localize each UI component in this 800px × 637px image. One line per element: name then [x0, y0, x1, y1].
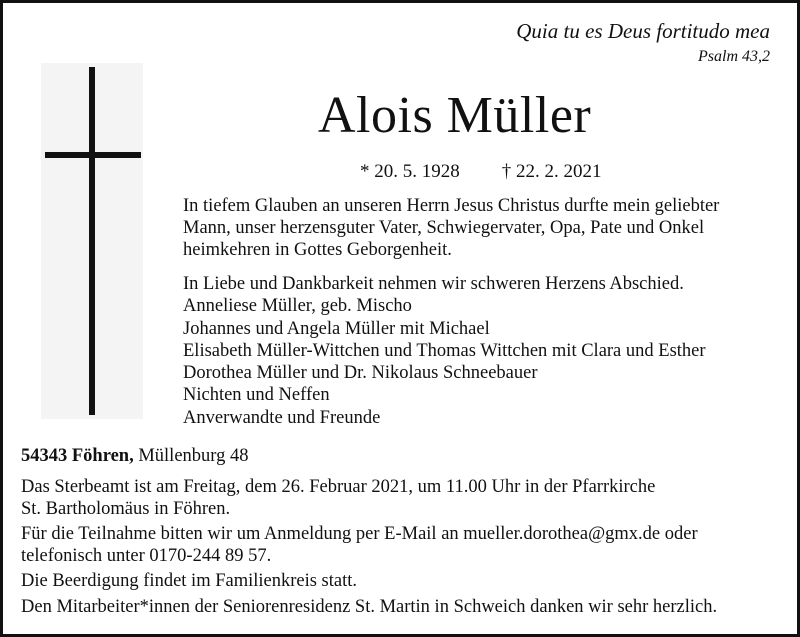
- motto-quote: Quia tu es Deus fortitudo mea: [516, 19, 770, 43]
- service-line: St. Bartholomäus in Föhren.: [21, 498, 231, 519]
- registration-line: Für die Teilnahme bitten wir um Anmeldung per E-Mail an mueller.dorothea@gmx.de oder: [21, 524, 698, 544]
- motto-source: Psalm 43,2: [698, 48, 770, 65]
- registration-line: telefonisch unter 0170-244 89 57.: [21, 545, 272, 566]
- mourner-name: Elisabeth Müller-Wittchen und Thomas Wittchen mit Clara und Esther: [183, 340, 706, 361]
- deceased-name: Alois Müller: [318, 87, 592, 144]
- address: [21, 446, 249, 467]
- intro-line: Mann, unser herzensguter Vater, Schwiegervater, Opa, Pate und Onkel: [183, 218, 705, 238]
- birth-date: * 20. 5. 1928: [360, 161, 460, 182]
- death-date: † 22. 2. 2021: [501, 161, 602, 182]
- intro-line: heimkehren in Gottes Geborgenheit.: [183, 240, 452, 260]
- address-city: 54343 Föhren,: [21, 446, 134, 466]
- intro-paragraph: [183, 195, 719, 261]
- mourners-heading: In Liebe und Dankbarkeit nehmen wir schweren Herzens Abschied.: [183, 274, 684, 294]
- thanks-note: Den Mitarbeiter*innen der Seniorenresidenz St. Martin in Schweich danken wir sehr herzlich.: [21, 596, 718, 617]
- mourners-list: [183, 273, 706, 429]
- mourner-name: Dorothea Müller und Dr. Nikolaus Schneebauer: [183, 363, 538, 384]
- burial-note: Die Beerdigung findet im Familienkreis statt.: [21, 571, 358, 591]
- intro-line: In tiefem Glauben an unseren Herrn Jesus Christus durfte mein geliebter: [183, 196, 720, 216]
- address-street: Müllenburg 48: [138, 446, 249, 466]
- life-dates: [360, 161, 602, 183]
- cross-horizontal-beam: [45, 152, 141, 158]
- service-line: Das Sterbeamt ist am Freitag, dem 26. Februar 2021, um 11.00 Uhr in der Pfarrkirche: [21, 477, 656, 497]
- mourner-name: Nichten und Neffen: [183, 385, 330, 406]
- cross-vertical-beam: [89, 67, 95, 415]
- service-notes: [21, 477, 717, 618]
- mourner-name: Anneliese Müller, geb. Mischo: [183, 296, 412, 317]
- mourner-name: Anverwandte und Freunde: [183, 407, 381, 428]
- mourner-name: Johannes und Angela Müller mit Michael: [183, 318, 490, 339]
